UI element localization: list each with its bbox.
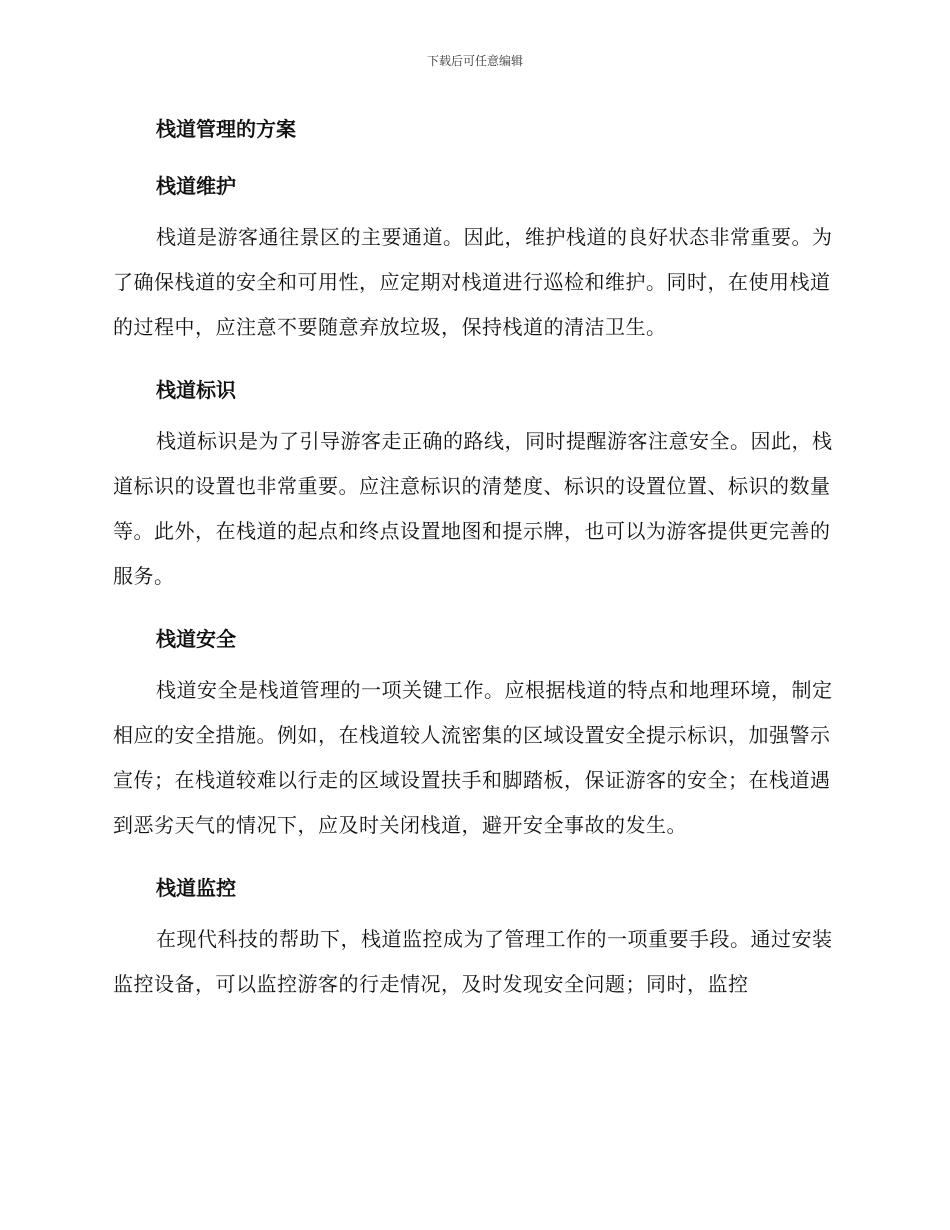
document-body xyxy=(113,112,833,1007)
page-header-note: 下载后可任意编辑 xyxy=(426,54,523,68)
section-heading: 栈道安全 xyxy=(156,627,236,651)
section-safety xyxy=(113,622,833,848)
section-heading: 栈道标识 xyxy=(156,378,236,402)
section-maintenance xyxy=(113,169,833,350)
section-heading: 栈道监控 xyxy=(156,876,236,900)
section-paragraph: 栈道标识是为了引导游客走正确的路线，同时提醒游客注意安全。因此，栈道标识的设置也非常重要。应注意标识的清楚度、标识的设置位置、标识的数量等。此外，在栈道的起点和终点设置地图和提示牌，也可以为游客提供更完善的服务。 xyxy=(113,429,833,588)
document-title: 栈道管理的方案 xyxy=(156,117,296,141)
section-monitoring xyxy=(113,871,833,1007)
section-heading: 栈道维护 xyxy=(156,174,236,198)
section-paragraph: 栈道安全是栈道管理的一项关键工作。应根据栈道的特点和地理环境，制定相应的安全措施。例如，在栈道较人流密集的区域设置安全提示标识，加强警示宣传；在栈道较难以行走的区域设置扶手和脚踏板，保证游客的安全；在栈道遇到恶劣天气的情况下，应及时关闭栈道，避开安全事故的发生。 xyxy=(113,678,833,837)
section-paragraph: 在现代科技的帮助下，栈道监控成为了管理工作的一项重要手段。通过安装监控设备，可以监控游客的行走情况，及时发现安全问题；同时，监控 xyxy=(113,927,833,996)
section-paragraph: 栈道是游客通往景区的主要通道。因此，维护栈道的良好状态非常重要。为了确保栈道的安全和可用性，应定期对栈道进行巡检和维护。同时，在使用栈道的过程中，应注意不要随意弃放垃圾，保持栈道的清洁卫生。 xyxy=(113,225,833,339)
section-signage xyxy=(113,373,833,599)
